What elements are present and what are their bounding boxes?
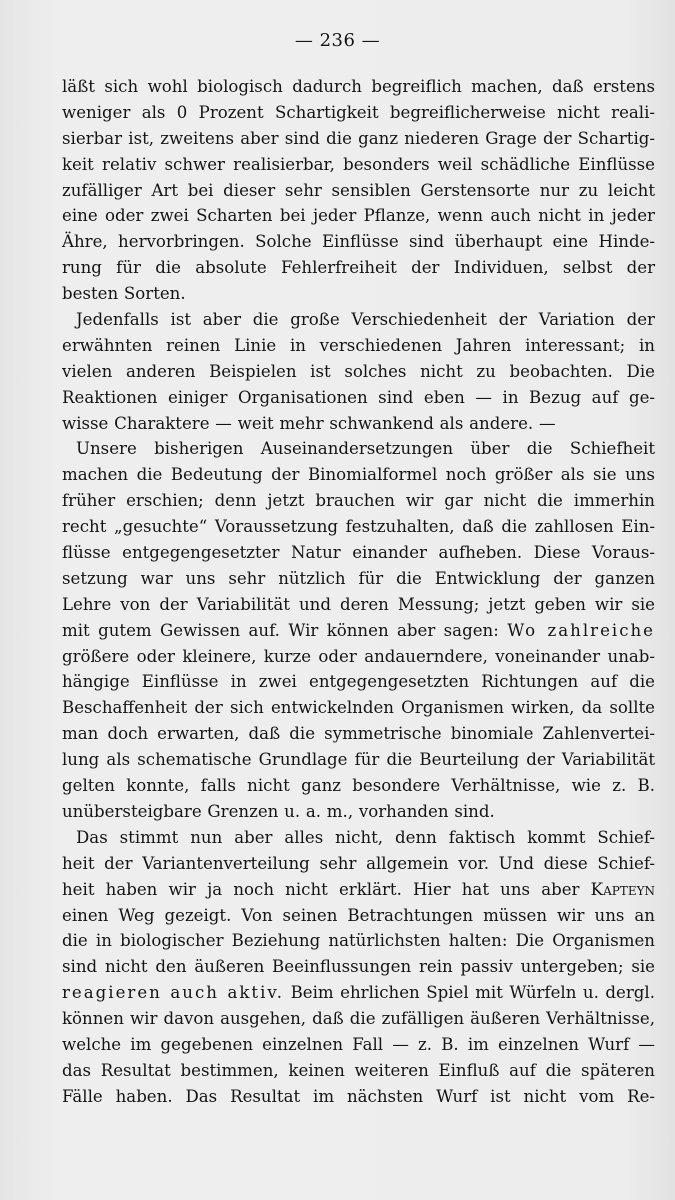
author-name: Kapteyn [590, 879, 655, 899]
text-line: weniger als 0 Prozent Schartigkeit begreiflicherweise nicht reali- [62, 102, 655, 122]
paragraph [62, 74, 655, 307]
text-segment: Beim ehrlichen Spiel mit Würfeln u. dergl. [290, 983, 655, 1003]
spaced-emphasis: reagieren auch aktiv. [62, 983, 285, 1003]
text-line: machen die Bedeutung der Binomialformel noch größer als sie uns [62, 465, 655, 485]
text-line: das Resultat bestimmen, keinen weiteren Einfluß auf die späteren [62, 1060, 655, 1080]
text-line: Lehre von der Variabilität und deren Messung; jetzt geben wir sie [62, 594, 655, 614]
text-line: flüsse entgegengesetzter Natur einander aufheben. Diese Voraus- [62, 543, 655, 563]
text-line: die in biologischer Beziehung natürlichsten halten: Die Organismen [62, 931, 655, 951]
text-line: vielen anderen Beispielen ist solches nicht zu beobachten. Die [62, 361, 655, 381]
text-line: Reaktionen einiger Organisationen sind eben — in Bezug auf ge- [62, 387, 655, 407]
text-line: Unsere bisherigen Auseinandersetzungen über die Schiefheit [76, 439, 655, 459]
text-line: welche im gegebenen einzelnen Fall — z. B. im einzelnen Wurf — [62, 1034, 655, 1054]
text-line: heit der Variantenverteilung sehr allgemein vor. Und diese Schief- [62, 853, 655, 873]
text-line: lung als schematische Grundlage für die Beurteilung der Variabilität [62, 750, 655, 770]
text-line: rung für die absolute Fehlerfreiheit der Individuen, selbst der [62, 258, 655, 278]
text-line: Fälle haben. Das Resultat im nächsten Wurf ist nicht vom Re- [62, 1086, 655, 1106]
paragraph [62, 307, 655, 436]
paragraph [62, 825, 655, 1110]
body-text [62, 74, 655, 1110]
paragraph [62, 436, 655, 824]
text-line: hängige Einflüsse in zwei entgegengesetzten Richtungen auf die [62, 672, 655, 692]
text-line: sind nicht den äußeren Beeinflussungen rein passiv untergeben; sie [62, 957, 655, 977]
text-line: eine oder zwei Scharten bei jeder Pflanze, wenn auch nicht in jeder [62, 206, 655, 226]
text-line: zufälliger Art bei dieser sehr sensiblen Gerstensorte nur zu leicht [62, 180, 655, 200]
text-line [62, 618, 655, 644]
text-line: Ähre, hervorbringen. Solche Einflüsse sind überhaupt eine Hinde- [62, 232, 655, 252]
text-line [62, 980, 655, 1006]
text-line: recht „gesuchte“ Voraussetzung festzuhalten, daß die zahllosen Ein- [62, 517, 655, 537]
text-line: einen Weg gezeigt. Von seinen Betrachtungen müssen wir uns an [62, 905, 655, 925]
page-number: — 236 — [294, 30, 381, 51]
text-line: besten Sorten. [62, 284, 186, 304]
text-line: setzung war uns sehr nützlich für die Entwicklung der ganzen [62, 568, 655, 588]
text-line: können wir davon ausgehen, daß die zufälligen äußeren Verhältnisse, [62, 1009, 655, 1029]
text-line: Beschaffenheit der sich entwickelnden Organismen wirken, da sollte [62, 698, 655, 718]
text-line: man doch erwarten, daß die symmetrische binomiale Zahlenvertei- [62, 724, 655, 744]
text-line: gelten konnte, falls nicht ganz besondere Verhältnisse, wie z. B. [62, 776, 655, 796]
text-line: wisse Charaktere — weit mehr schwankend als andere. — [62, 413, 556, 433]
text-line: unübersteigbare Grenzen u. a. m., vorhanden sind. [62, 801, 495, 821]
text-line: erwähnten reinen Linie in verschiedenen Jahren interessant; in [62, 335, 655, 355]
text-line: läßt sich wohl biologisch dadurch begreiflich machen, daß erstens [62, 77, 655, 96]
text-line: früher erschien; denn jetzt brauchen wir gar nicht die immerhin [62, 491, 655, 511]
text-line: keit relativ schwer realisierbar, besonders weil schädliche Einflüsse [62, 154, 655, 174]
text-line: Das stimmt nun aber alles nicht, denn faktisch kommt Schief- [76, 827, 655, 847]
text-line: Jedenfalls ist aber die große Verschiedenheit der Variation der [76, 310, 655, 330]
text-segment: heit haben wir ja noch nicht erklärt. Hier hat uns aber [62, 879, 580, 899]
text-line [62, 877, 655, 903]
spaced-emphasis: Wo zahlreiche [507, 620, 655, 640]
text-line: größere oder kleinere, kurze oder andauerndere, voneinander unab- [62, 646, 655, 666]
text-line: sierbar ist, zweitens aber sind die ganz niederen Grage der Schartig- [62, 128, 655, 148]
text-segment: mit gutem Gewissen auf. Wir können aber sagen: [62, 620, 499, 640]
